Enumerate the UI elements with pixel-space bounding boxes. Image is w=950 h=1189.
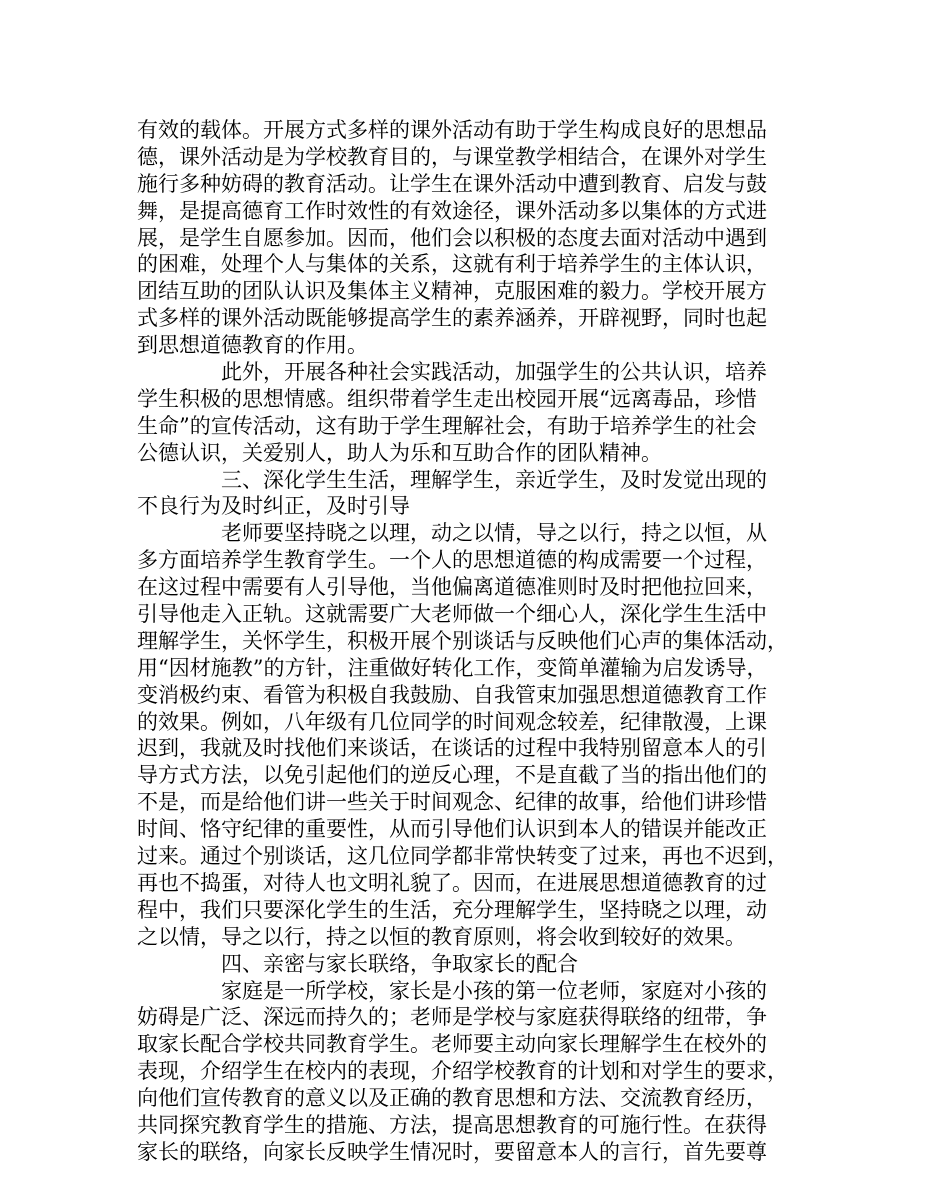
text-line: 共同探究教育学生的措施、方法，提高思想教育的可施行性。在获得 <box>137 1112 767 1137</box>
text-line: 妨碍是广泛、深远而持久的；老师是学校与家庭获得联络的纽带，争 <box>137 1005 767 1030</box>
text-line: 公德认识，关爱别人，助人为乐和互助合作的团队精神。 <box>137 440 662 465</box>
text-line: 之以情，导之以行，持之以恒的教育原则，将会收到较好的效果。 <box>137 924 746 949</box>
text-line: 向他们宣传教育的意义以及正确的教育思想和方法、交流教育经历， <box>137 1086 767 1111</box>
text-line: 迟到，我就及时找他们来谈话，在谈话的过程中我特别留意本人的引 <box>137 736 767 761</box>
text-line: 有效的载体。开展方式多样的课外活动有助于学生构成良好的思想品 <box>137 118 767 142</box>
text-line: 团结互助的团队认识及集体主义精神，克服困难的毅力。学校开展方 <box>137 279 767 304</box>
text-line: 取家长配合学校共同教育学生。老师要主动向家长理解学生在校外的 <box>137 1032 767 1057</box>
text-line: 变消极约束、看管为积极自我鼓励、自我管束加强思想道德教育工作 <box>137 682 767 707</box>
paragraph-start-line: 老师要坚持晓之以理，动之以情，导之以行，持之以恒，从 <box>221 521 767 546</box>
text-line: 的困难，处理个人与集体的关系，这就有利于培养学生的主体认识， <box>137 252 767 277</box>
text-line: 学生积极的思想情感。组织带着学生走出校园开展“远离毒品，珍惜 <box>137 386 757 411</box>
text-line: 理解学生，关怀学生，积极开展个别谈话与反映他们心声的集体活动， <box>137 628 788 653</box>
text-line: 用“因材施教”的方针，注重做好转化工作，变简单灌输为启发诱导， <box>137 655 768 680</box>
text-line: 德，课外活动是为学校教育目的，与课堂教学相结合，在课外对学生 <box>137 144 767 169</box>
text-line: 多方面培养学生教育学生。一个人的思想道德的构成需要一个过程， <box>137 548 767 573</box>
text-line: 施行多种妨碍的教育活动。让学生在课外活动中遭到教育、启发与鼓 <box>137 171 767 196</box>
text-line: 程中，我们只要深化学生的生活，充分理解学生，坚持晓之以理，动 <box>137 897 767 922</box>
text-line: 式多样的课外活动既能够提高学生的素养涵养，开辟视野，同时也起 <box>137 306 767 331</box>
text-line: 导方式方法，以免引起他们的逆反心理，不是直截了当的指出他们的 <box>137 763 767 788</box>
text-line: 展，是学生自愿参加。因而，他们会以积极的态度去面对活动中遇到 <box>137 225 767 250</box>
text-line: 不良行为及时纠正，及时引导 <box>137 494 410 519</box>
text-line: 到思想道德教育的作用。 <box>137 333 368 358</box>
text-line: 在这过程中需要有人引导他，当他偏离道德准则时及时把他拉回来， <box>137 575 767 600</box>
text-line: 的效果。例如，八年级有几位同学的时间观念较差，纪律散漫，上课 <box>137 709 767 734</box>
text-line: 时间、恪守纪律的重要性，从而引导他们认识到本人的错误并能改正 <box>137 817 767 842</box>
paragraph-start-line: 三、深化学生生活，理解学生，亲近学生，及时发觉出现的 <box>221 467 767 492</box>
text-line: 舞，是提高德育工作时效性的有效途径，课外活动多以集体的方式进 <box>137 198 767 223</box>
text-line: 生命”的宣传活动，这有助于学生理解社会，有助于培养学生的社会 <box>137 413 757 438</box>
paragraph-start-line: 四、亲密与家长联络，争取家长的配合 <box>221 951 578 976</box>
text-line: 引导他走入正轨。这就需要广大老师做一个细心人，深化学生生活中 <box>137 602 767 627</box>
text-line: 再也不捣蛋，对待人也文明礼貌了。因而，在进展思想道德教育的过 <box>137 870 767 895</box>
paragraph-start-line: 此外，开展各种社会实践活动，加强学生的公共认识，培养 <box>221 360 767 385</box>
text-line: 不是，而是给他们讲一些关于时间观念、纪律的故事，给他们讲珍惜 <box>137 790 767 815</box>
text-line: 家长的联络，向家长反映学生情况时，要留意本人的言行，首先要尊 <box>137 1139 767 1164</box>
paragraph-start-line: 家庭是一所学校，家长是小孩的第一位老师，家庭对小孩的 <box>221 978 767 1003</box>
body-text <box>137 117 813 1166</box>
text-line: 表现，介绍学生在校内的表现，介绍学校教育的计划和对学生的要求， <box>137 1059 788 1084</box>
text-line: 过来。通过个别谈话，这几位同学都非常快转变了过来，再也不迟到， <box>137 844 788 869</box>
